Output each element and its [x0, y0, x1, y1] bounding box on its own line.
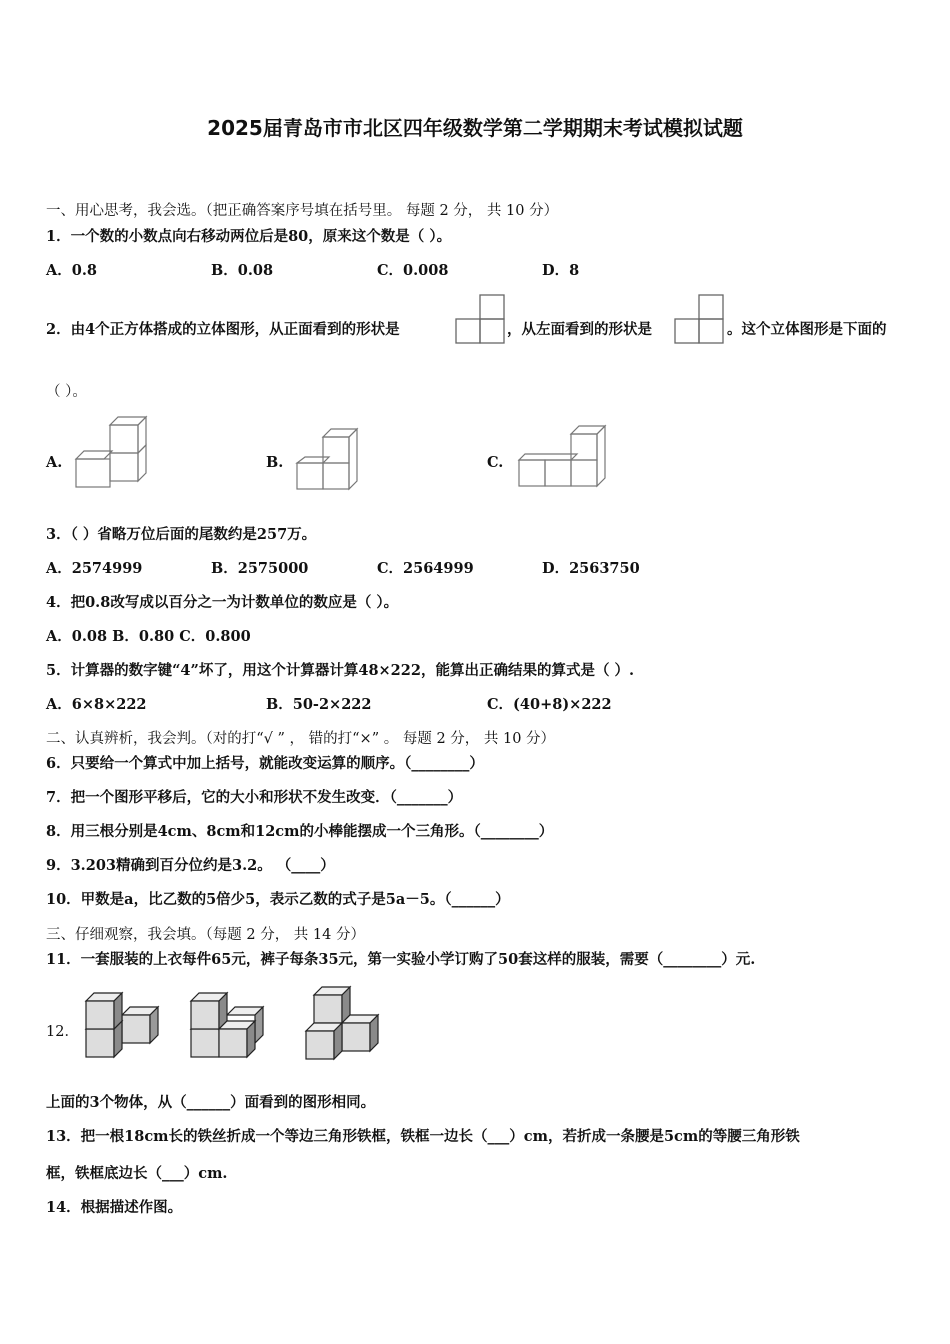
q2-option-a-label: A. [46, 454, 63, 471]
q12-object-1 [84, 993, 164, 1059]
question-9: 9．3.203精确到百分位约是3.2。 （____） [46, 857, 335, 874]
q12-object-3 [304, 985, 384, 1061]
question-2-part1: 2．由4个正方体搭成的立体图形，从正面看到的形状是 [46, 321, 400, 338]
q2-option-c-figure [517, 424, 612, 489]
q3-option-a: A．2574999 [46, 560, 143, 577]
q2-option-b-figure [295, 427, 365, 492]
question-2-part2: ，从左面看到的形状是 [507, 321, 652, 338]
q2-option-b-label: B. [266, 454, 284, 471]
q12-object-2 [189, 993, 269, 1059]
section-3-heading: 三、仔细观察，我会填。（每题 2 分， 共 14 分） [46, 927, 365, 943]
section-1-heading: 一、用心思考，我会选。（把正确答案序号填在括号里。 每题 2 分， 共 10 分） [46, 203, 559, 219]
q1-option-a: A．0.8 [46, 262, 97, 279]
question-12: 上面的3个物体，从（______）面看到的图形相同。 [46, 1094, 376, 1111]
q2-option-c-label: C. [487, 454, 504, 471]
question-14: 14．根据描述作图。 [46, 1199, 183, 1216]
q1-option-b: B．0.08 [211, 262, 274, 279]
q5-option-c: C．(40+8)×222 [487, 696, 612, 713]
left-view-figure [674, 294, 726, 344]
question-10: 10．甲数是a，比乙数的5倍少5，表示乙数的式子是5a－5。（______） [46, 891, 510, 908]
question-3: 3．（ ）省略万位后面的尾数约是257万。 [46, 526, 317, 543]
front-view-figure [455, 294, 507, 344]
q3-option-d: D．2563750 [542, 560, 640, 577]
q3-option-c: C．2564999 [377, 560, 474, 577]
section-2-heading: 二、认真辨析，我会判。（对的打“√ ” ， 错的打“×” 。 每题 2 分， 共 10 分） [46, 731, 556, 747]
q1-option-c: C．0.008 [377, 262, 449, 279]
page-title: 2025届青岛市市北区四年级数学第二学期期末考试模拟试题 [207, 116, 743, 140]
question-13-line2: 框，铁框底边长（___）cm. [46, 1165, 228, 1182]
question-8: 8．用三根分别是4cm、8cm和12cm的小棒能摆成一个三角形。（________） [46, 823, 554, 840]
question-5: 5．计算器的数字键“4”坏了，用这个计算器计算48×222，能算出正确结果的算式是（ ）. [46, 662, 635, 679]
q2-option-a-figure [74, 415, 154, 490]
question-7: 7．把一个图形平移后，它的大小和形状不发生改变．（_______） [46, 789, 463, 806]
question-2-part3: 。这个立体图形是下面的 [727, 321, 887, 338]
q1-option-d: D．8 [542, 262, 580, 279]
question-6: 6．只要给一个算式中加上括号，就能改变运算的顺序。（________） [46, 755, 484, 772]
q3-option-b: B．2575000 [211, 560, 309, 577]
q4-options: A．0.08 B．0.80 C．0.800 [46, 628, 251, 645]
question-4: 4．把0.8改写成以百分之一为计数单位的数应是（ ）。 [46, 594, 399, 611]
question-1: 1．一个数的小数点向右移动两位后是80，原来这个数是（ ）。 [46, 228, 452, 245]
q5-option-b: B．50-2×222 [266, 696, 372, 713]
q5-option-a: A．6×8×222 [46, 696, 147, 713]
question-12-label: 12． [46, 1024, 79, 1040]
question-2-blank: （ ）。 [46, 384, 87, 400]
question-11: 11．一套服装的上衣每件65元，裤子每条35元，第一实验小学订购了50套这样的服装，需要（________）元. [46, 951, 756, 968]
question-13-line1: 13．把一根18cm长的铁丝折成一个等边三角形铁框，铁框一边长（___）cm，若折成一条腰是5cm的等腰三角形铁 [46, 1128, 800, 1145]
